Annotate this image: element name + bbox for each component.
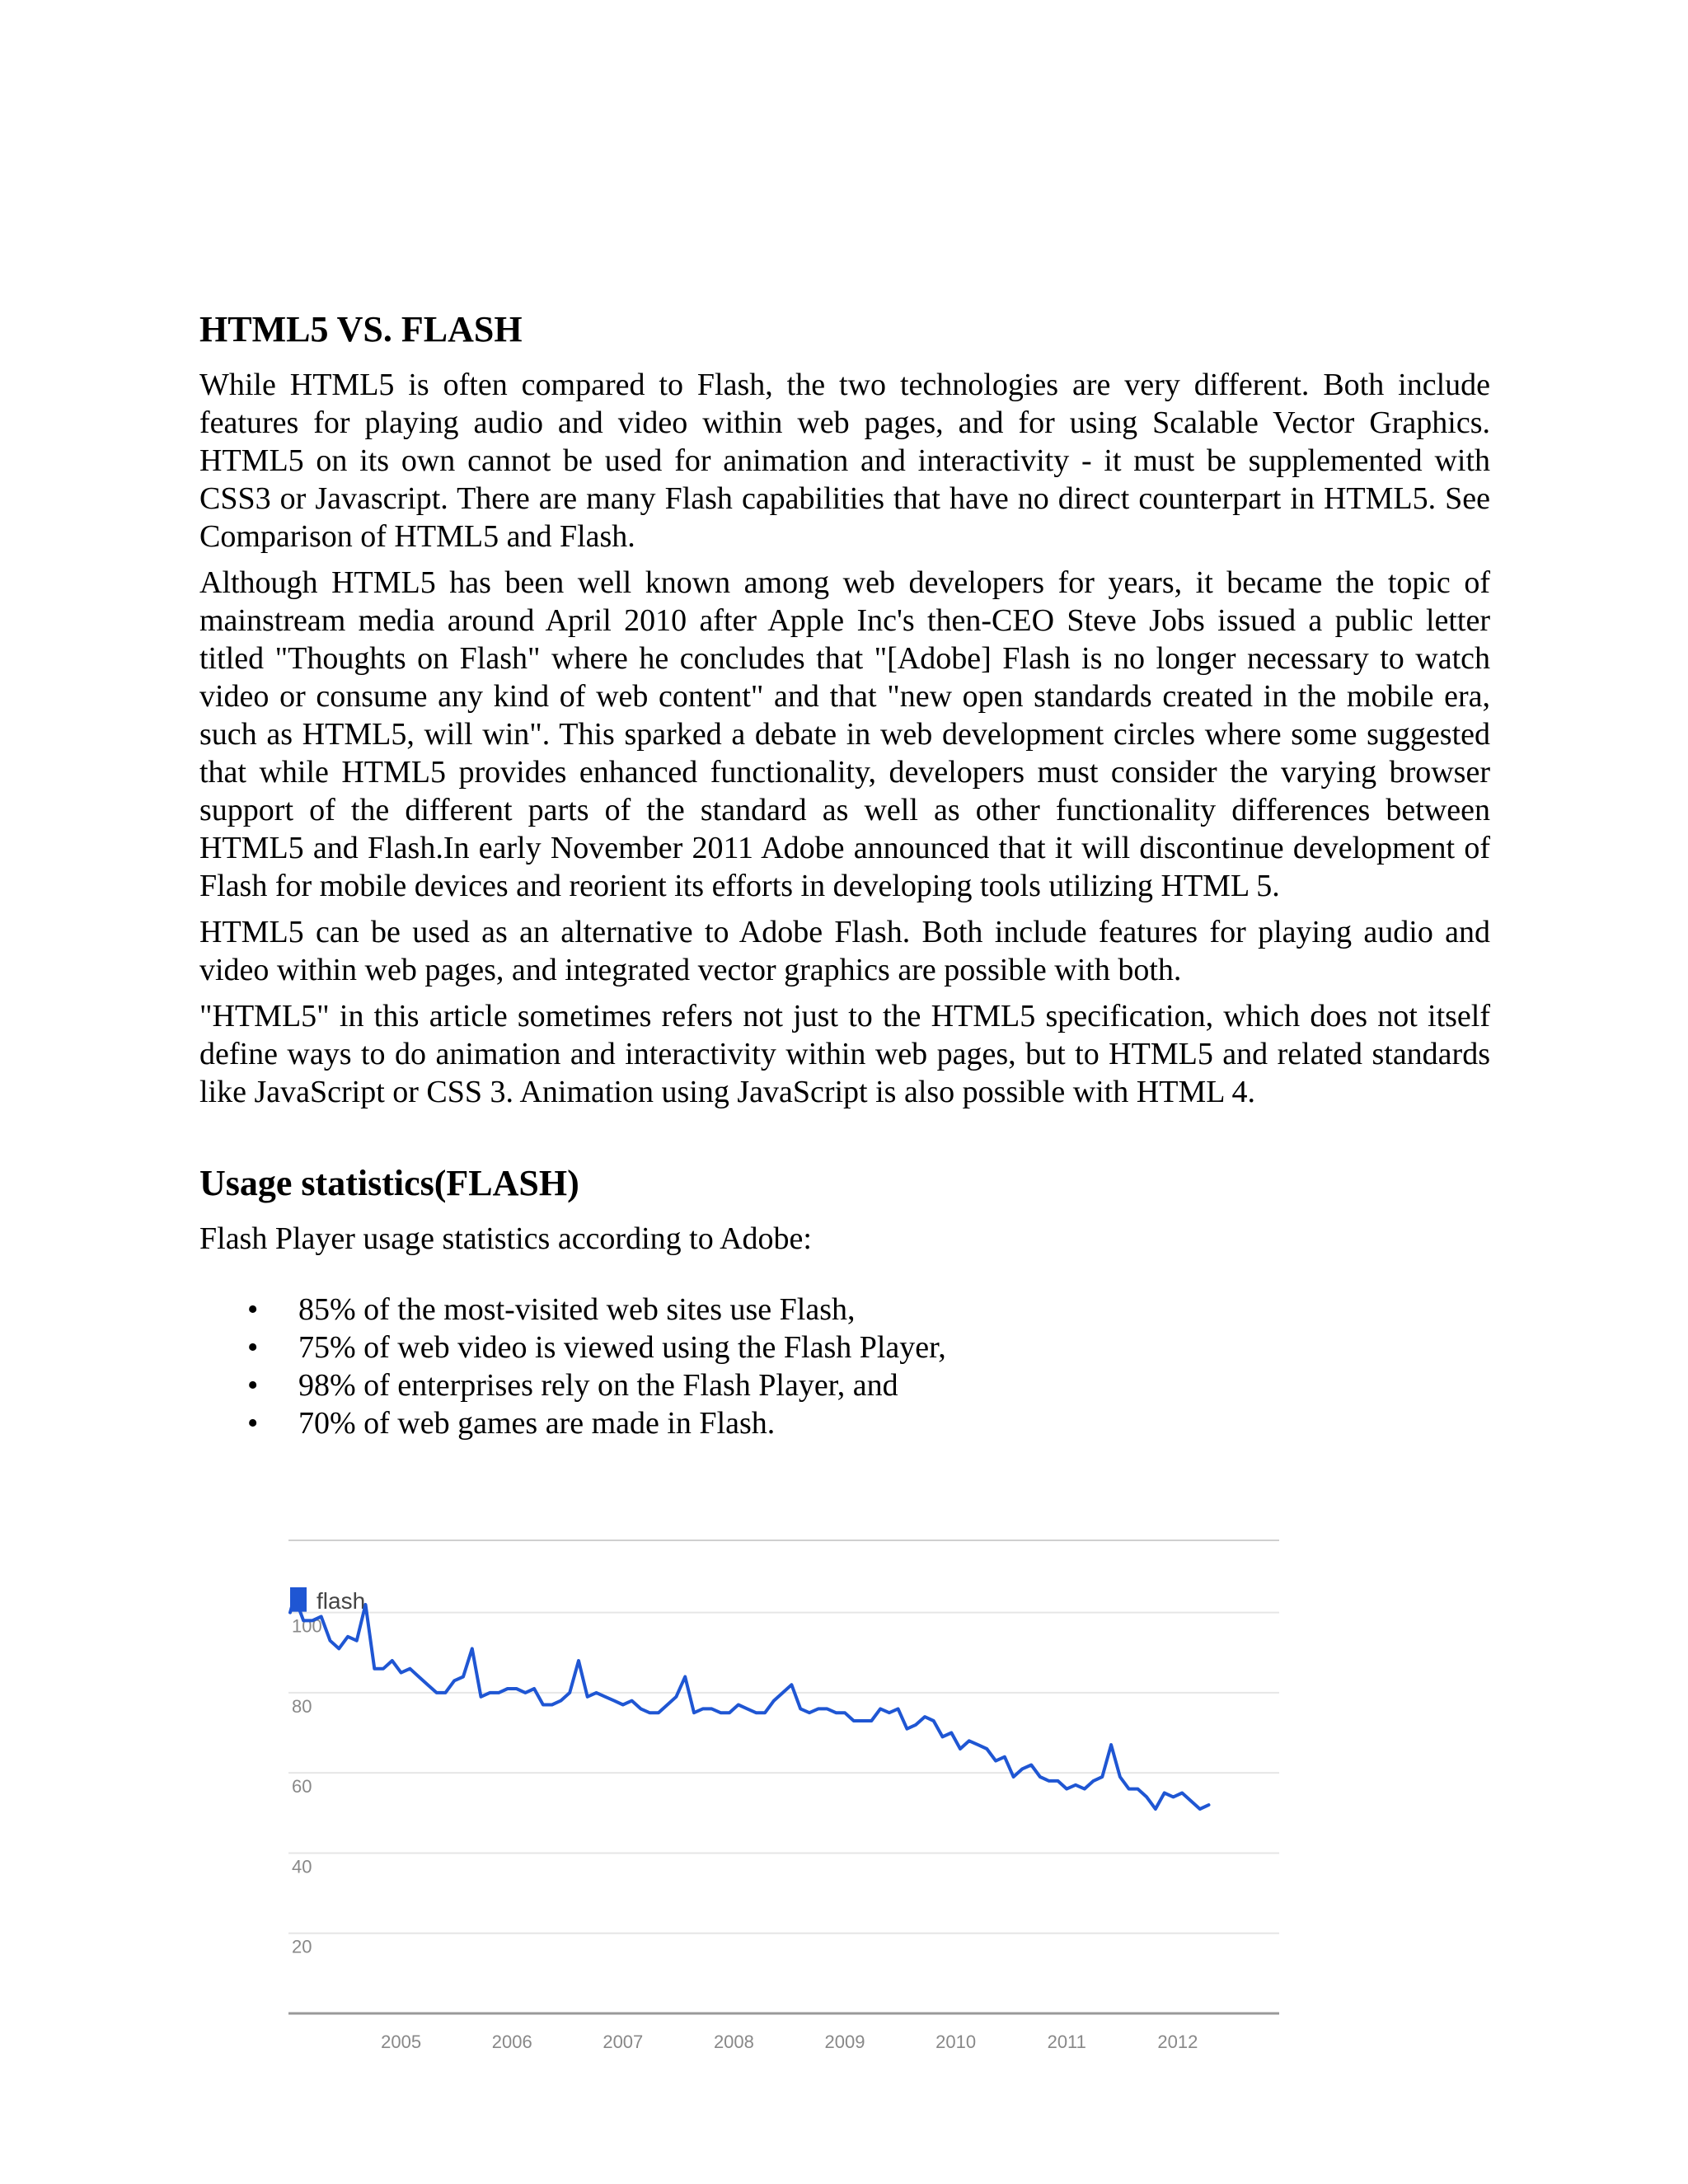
list-item-text: 70% of web games are made in Flash.	[298, 1406, 776, 1441]
list-item	[199, 1404, 1490, 1442]
y-tick-label: 20	[292, 1936, 312, 1957]
x-tick-label: 2012	[1157, 2032, 1198, 2052]
list-item	[199, 1329, 1490, 1366]
paragraph-comparison: While HTML5 is often compared to Flash, the two technologies are very different. Both include features for playing audio and video within web pages, and for using Scalable Vector Graphics. HTML5 on its own cannot be used for animation and interactivity - it must be supplemented with CSS3 or Javascript. There are many Flash capabilities that have no direct counterpart in HTML5. See Comparison of HTML5 and Flash.	[199, 368, 1490, 554]
y-tick-label: 100	[292, 1615, 322, 1637]
bullet-icon: •	[247, 1292, 259, 1327]
paragraph-history: Although HTML5 has been well known among web developers for years, it became the topic of mainstream media around April 2010 after Apple Inc's then-CEO Steve Jobs issued a public letter titled "Thoughts on Flash" where he concludes that "[Adobe] Flash is no longer necessary to watch video or consume any kind of web content" and that "new open standards created in the mobile era, such as HTML5, will win". This sparked a debate in web development circles where some suggested that while HTML5 provides enhanced functionality, developers must consider the varying browser support of the different parts of the standard as well as other functionality differences between HTML5 and Flash.In early November 2011 Adobe announced that it will discontinue development of Flash for mobile devices and reorient its efforts in developing tools utilizing HTML 5.	[199, 565, 1490, 903]
list-item	[199, 1366, 1490, 1404]
y-tick-label: 80	[292, 1695, 312, 1717]
x-tick-label: 2006	[491, 2032, 532, 2052]
flash-trend-chart	[288, 1540, 1279, 2067]
y-tick-label: 60	[292, 1776, 312, 1797]
bullet-icon: •	[247, 1330, 259, 1365]
x-tick-label: 2009	[824, 2032, 865, 2052]
x-tick-label: 2010	[935, 2032, 977, 2052]
usage-stats-list	[199, 1291, 1490, 1442]
x-tick-label: 2005	[381, 2032, 422, 2052]
bullet-icon: •	[247, 1368, 259, 1403]
x-tick-label: 2007	[603, 2032, 644, 2052]
y-tick-label: 40	[292, 1856, 312, 1877]
section-title-html5-vs-flash: HTML5 VS. FLASH	[199, 309, 523, 349]
list-item-text: 98% of enterprises rely on the Flash Player, and	[298, 1368, 898, 1403]
list-item-text: 85% of the most-visited web sites use Flash,	[298, 1292, 856, 1327]
list-item	[199, 1291, 1490, 1329]
chart-svg	[288, 1540, 1279, 2067]
legend-label: flash	[316, 1588, 366, 1614]
list-item-text: 75% of web video is viewed using the Flash Player,	[298, 1330, 946, 1365]
x-tick-label: 2008	[713, 2032, 754, 2052]
bullet-icon: •	[247, 1406, 259, 1441]
paragraph-definition: "HTML5" in this article sometimes refers not just to the HTML5 specification, which does not itself define ways to do animation and interactivity within web pages, but to HTML5 and related standards like JavaScript or CSS 3. Animation using JavaScript is also possible with HTML 4.	[199, 999, 1490, 1109]
section-title-usage-statistics: Usage statistics(FLASH)	[199, 1163, 579, 1203]
x-tick-label: 2011	[1047, 2032, 1086, 2052]
usage-intro: Flash Player usage statistics according to Adobe:	[199, 1221, 812, 1256]
document-body	[199, 305, 1490, 1442]
paragraph-alternative: HTML5 can be used as an alternative to Adobe Flash. Both include features for playing audio and video within web pages, and integrated vector graphics are possible with both.	[199, 915, 1490, 987]
series-line-flash	[290, 1596, 1209, 1809]
